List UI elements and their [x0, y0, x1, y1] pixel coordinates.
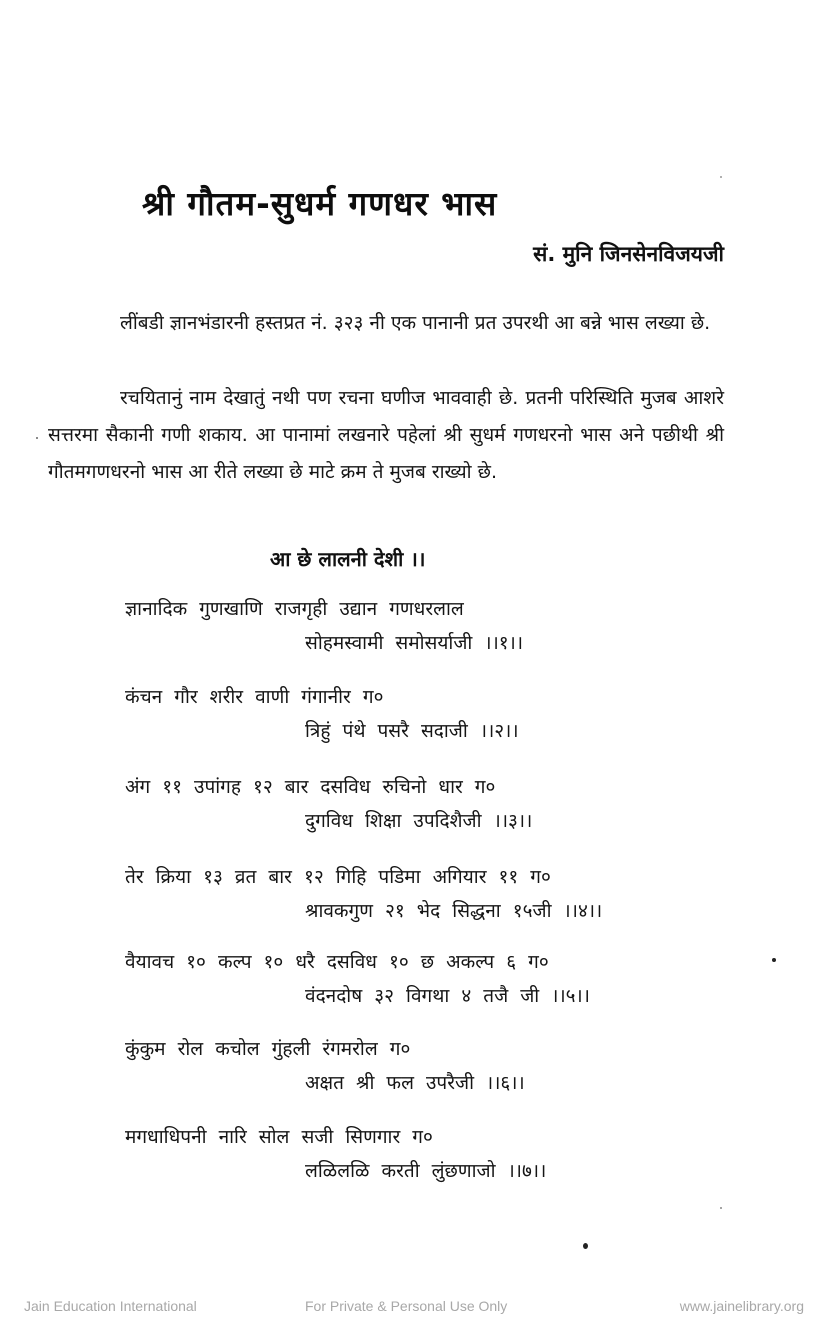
verse-line-2: वंदनदोष ३२ विगथा ४ तजै जी ।।५।। [305, 985, 590, 1007]
editor-credit: सं. मुनि जिनसेनविजयजी [533, 242, 724, 266]
verse-line-2: श्रावकगुण २१ भेद सिद्धना १५जी ।।४।। [305, 900, 603, 922]
scan-speck [720, 1207, 722, 1209]
verse-3 [125, 770, 725, 838]
intro-paragraph-1-text: लींबडी ज्ञानभंडारनी हस्तप्रत नं. ३२३ नी एक पानानी प्रत उपरथी आ बन्ने भास लख्या छे. [120, 312, 711, 334]
footer-publisher: Jain Education International [24, 1298, 197, 1314]
verse-line-2: त्रिहुं पंथे पसरै सदाजी ।।२।। [305, 720, 519, 742]
scan-speck [772, 958, 776, 962]
verse-line-1: कुंकुम रोल कचोल गुंहली रंगमरोल ग० [125, 1038, 411, 1060]
verse-line-1: कंचन गौर शरीर वाणी गंगानीर ग० [125, 686, 384, 708]
scan-speck [720, 176, 722, 178]
verse-line-2: सोहमस्वामी समोसर्याजी ।।१।। [305, 632, 524, 654]
verse-line-1: अंग ११ उपांगह १२ बार दसविध रुचिनो धार ग० [125, 776, 496, 798]
verse-line-1: मगधाधिपनी नारि सोल सजी सिणगार ग० [125, 1126, 433, 1148]
intro-paragraph-2 [48, 380, 724, 491]
footer-usage-notice: For Private & Personal Use Only [305, 1298, 508, 1314]
verse-1 [125, 592, 725, 660]
verse-line-2: अक्षत श्री फल उपरैजी ।।६।। [305, 1072, 525, 1094]
verse-2 [125, 680, 725, 748]
scan-speck [36, 437, 38, 439]
page-title: श्री गौतम-सुधर्म गणधर भास [142, 184, 498, 223]
verse-6 [125, 1032, 725, 1100]
verse-line-1: वैयावच १० कल्प १० धरै दसविध १० छ अकल्प ६ ग० [125, 951, 549, 973]
desi-heading: आ छे लालनी देशी ।। [270, 547, 426, 571]
intro-paragraph-1 [48, 305, 724, 342]
verse-line-1: तेर क्रिया १३ व्रत बार १२ गिहि पडिमा अगियार ११ ग० [125, 866, 551, 888]
verse-line-1: ज्ञानादिक गुणखाणि राजगृही उद्यान गणधरलाल [125, 598, 464, 620]
verse-4 [125, 860, 725, 928]
intro-paragraph-2-text: रचयितानुं नाम देखातुं नथी पण रचना घणीज भाववाही छे. प्रतनी परिस्थिति मुजब आशरे सत्तरमा सैकानी गणी शकाय. आ पानामां लखनारे पहेलां श्री सुधर्म गणधरनो भास अने पछीथी श्री गौतमगणधरनो भास आ रीते लख्या छे माटे क्रम ते मुजब राख्यो छे. [48, 387, 724, 483]
verse-line-2: लळिलळि करती लुंछणाजो ।।७।। [305, 1160, 547, 1182]
verse-5 [125, 945, 725, 1013]
verse-7 [125, 1120, 725, 1188]
verse-line-2: दुगविध शिक्षा उपदिशैजी ।।३।। [305, 810, 533, 832]
footer-website-link[interactable]: www.jainelibrary.org [679, 1298, 804, 1314]
scan-speck [583, 1243, 588, 1249]
